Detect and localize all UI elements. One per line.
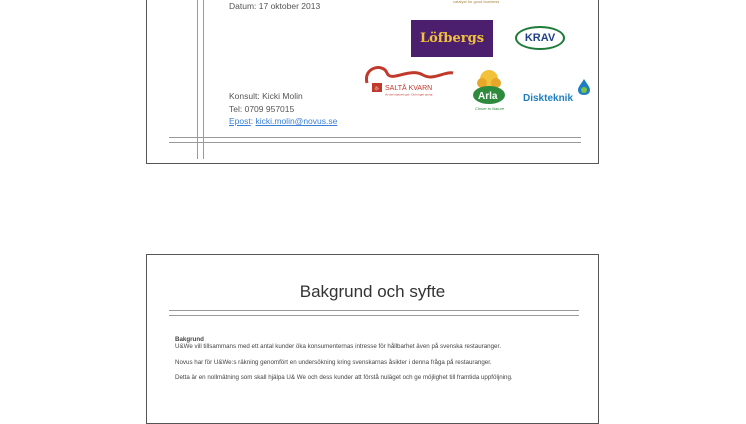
krav-logo-text: KRAV: [524, 32, 556, 44]
salta-kvarn-swirl-icon: [361, 61, 457, 97]
paragraph-2: Novus har för U&We:s räkning genomfört en undersökning kring svenskarnas åsikter i denna fråga på restauranger.: [175, 358, 492, 366]
cover-slide: [146, 0, 599, 164]
slide-title: Bakgrund och syfte: [299, 282, 446, 301]
arla-logo: [465, 69, 513, 113]
lofbergs-logo: [411, 20, 493, 57]
salta-kvarn-name: SALTÅ KVARN: [385, 85, 433, 92]
arla-logo-text: Arla: [478, 91, 498, 102]
svg-text:☼: ☼: [374, 85, 380, 93]
arla-flower-icon: [465, 69, 513, 113]
arla-tagline: Closer to Nature: [475, 106, 505, 111]
title-rule-lower: [169, 315, 579, 316]
left-rule-outer: [197, 0, 198, 159]
partner-tagline: catalyst for good business: [453, 0, 500, 4]
bottom-rule-upper: [169, 137, 581, 138]
date-line: Datum: 17 oktober 2013: [229, 1, 321, 11]
paragraph-3: Detta är en nollmätning som skall hjälpa U& We och dess kunder att förstå nuläget och ge möjlighet till framtida uppföljning.: [175, 374, 513, 382]
section-heading: Bakgrund: [175, 336, 204, 343]
bottom-rule-lower: [169, 142, 581, 143]
consultant-name: Konsult: Kicki Molin: [229, 91, 303, 101]
background-slide: [146, 254, 599, 424]
salta-kvarn-tagline: Av det naturen ger. Och inget annat.: [385, 92, 434, 97]
left-rule-inner: [203, 0, 204, 159]
diskteknik-logo-text: Diskteknik: [523, 93, 574, 104]
email-link[interactable]: kicki.molin@novus.se: [255, 116, 338, 126]
email-label-link[interactable]: Epost: [229, 116, 251, 126]
lofbergs-logo-text: Löfbergs: [419, 31, 485, 46]
diskteknik-drop-icon: [521, 77, 593, 105]
diskteknik-logo: [521, 77, 593, 105]
paragraph-1-text: U&We vill tillsammans med ett antal kunder öka konsumenternas intresse för hållbarhet även på svenska restauranger.: [175, 343, 501, 351]
paragraph-1: [175, 336, 575, 351]
title-rule-upper: [169, 310, 579, 311]
slide-body: [175, 336, 575, 390]
consultant-phone: Tel: 0709 957015: [229, 104, 295, 114]
email-separator: :: [250, 116, 256, 126]
consultant-email-line: [229, 116, 337, 126]
krav-logo: [515, 26, 565, 50]
salta-kvarn-logo: [361, 61, 457, 97]
